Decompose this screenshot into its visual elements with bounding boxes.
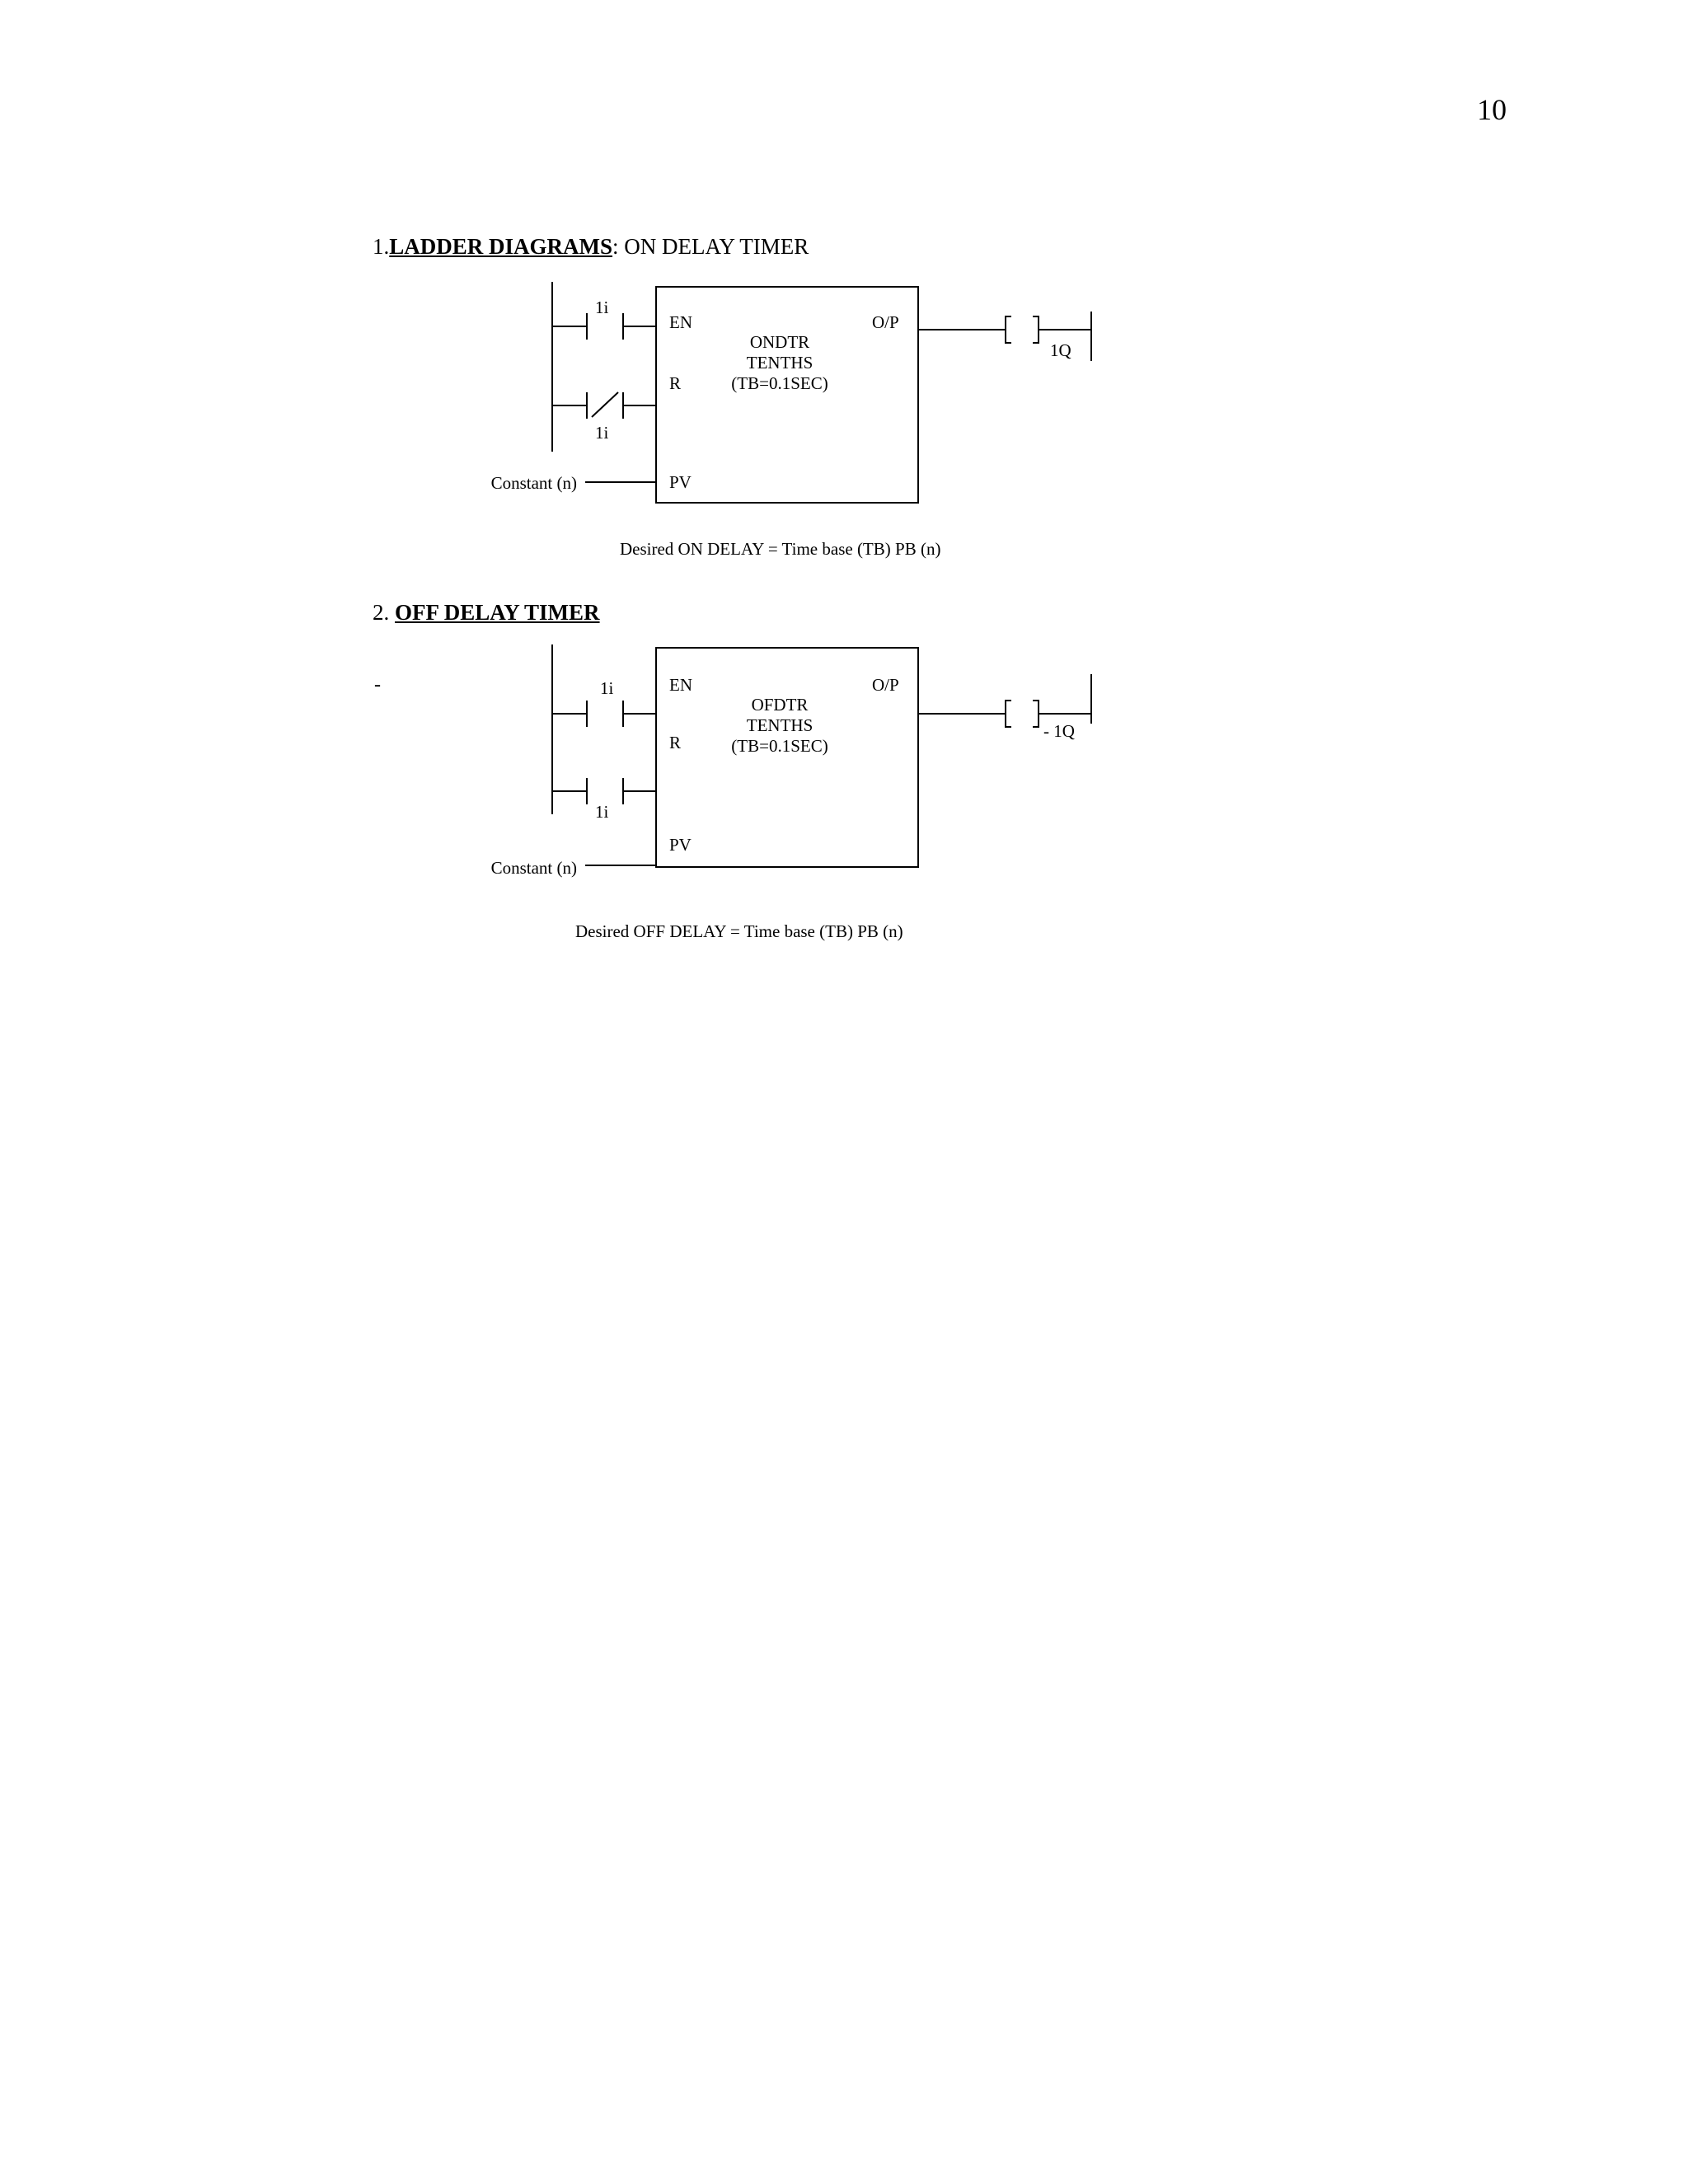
page-number: 10 — [1477, 93, 1507, 126]
section1-heading — [373, 234, 809, 260]
timer-name: OFDTR — [751, 695, 809, 715]
off-delay-formula: Desired OFF DELAY = Time base (TB) PB (n) — [575, 921, 903, 941]
coil-label: 1Q — [1050, 340, 1071, 360]
contact-bottom-label: 1i — [595, 423, 609, 443]
section1-title: LADDER DIAGRAMS — [389, 234, 613, 259]
on-delay-ladder-svg — [462, 272, 1121, 536]
contact-top-label: 1i — [595, 298, 609, 317]
section2-heading — [373, 600, 600, 626]
section1-subtitle: : ON DELAY TIMER — [612, 234, 809, 259]
r-label: R — [669, 373, 682, 393]
timer-name: ONDTR — [749, 332, 810, 352]
contact-bottom-label: 1i — [595, 802, 609, 822]
constant-label: Constant (n) — [490, 858, 577, 878]
section1-number: 1. — [373, 234, 390, 259]
r-label: R — [669, 733, 682, 752]
timer-units: TENTHS — [746, 353, 814, 373]
on-delay-ladder-diagram — [462, 272, 1121, 536]
on-delay-formula: Desired ON DELAY = Time base (TB) PB (n) — [620, 539, 941, 559]
off-delay-ladder-diagram — [462, 635, 1121, 898]
op-label: O/P — [872, 675, 899, 695]
section2-number: 2. — [373, 600, 390, 625]
timer-timebase: (TB=0.1SEC) — [731, 736, 828, 756]
en-label: EN — [669, 312, 692, 332]
coil-label: - 1Q — [1043, 721, 1075, 741]
contact-top-label: 1i — [600, 678, 614, 698]
pv-label: PV — [669, 835, 692, 855]
timer-units: TENTHS — [746, 715, 814, 735]
constant-label: Constant (n) — [490, 473, 577, 493]
section2-title: OFF DELAY TIMER — [395, 600, 600, 625]
timer-timebase: (TB=0.1SEC) — [731, 373, 828, 393]
op-label: O/P — [872, 312, 899, 332]
stray-dash: - — [374, 674, 381, 696]
pv-label: PV — [669, 472, 692, 492]
off-delay-ladder-svg — [462, 635, 1121, 898]
en-label: EN — [669, 675, 692, 695]
